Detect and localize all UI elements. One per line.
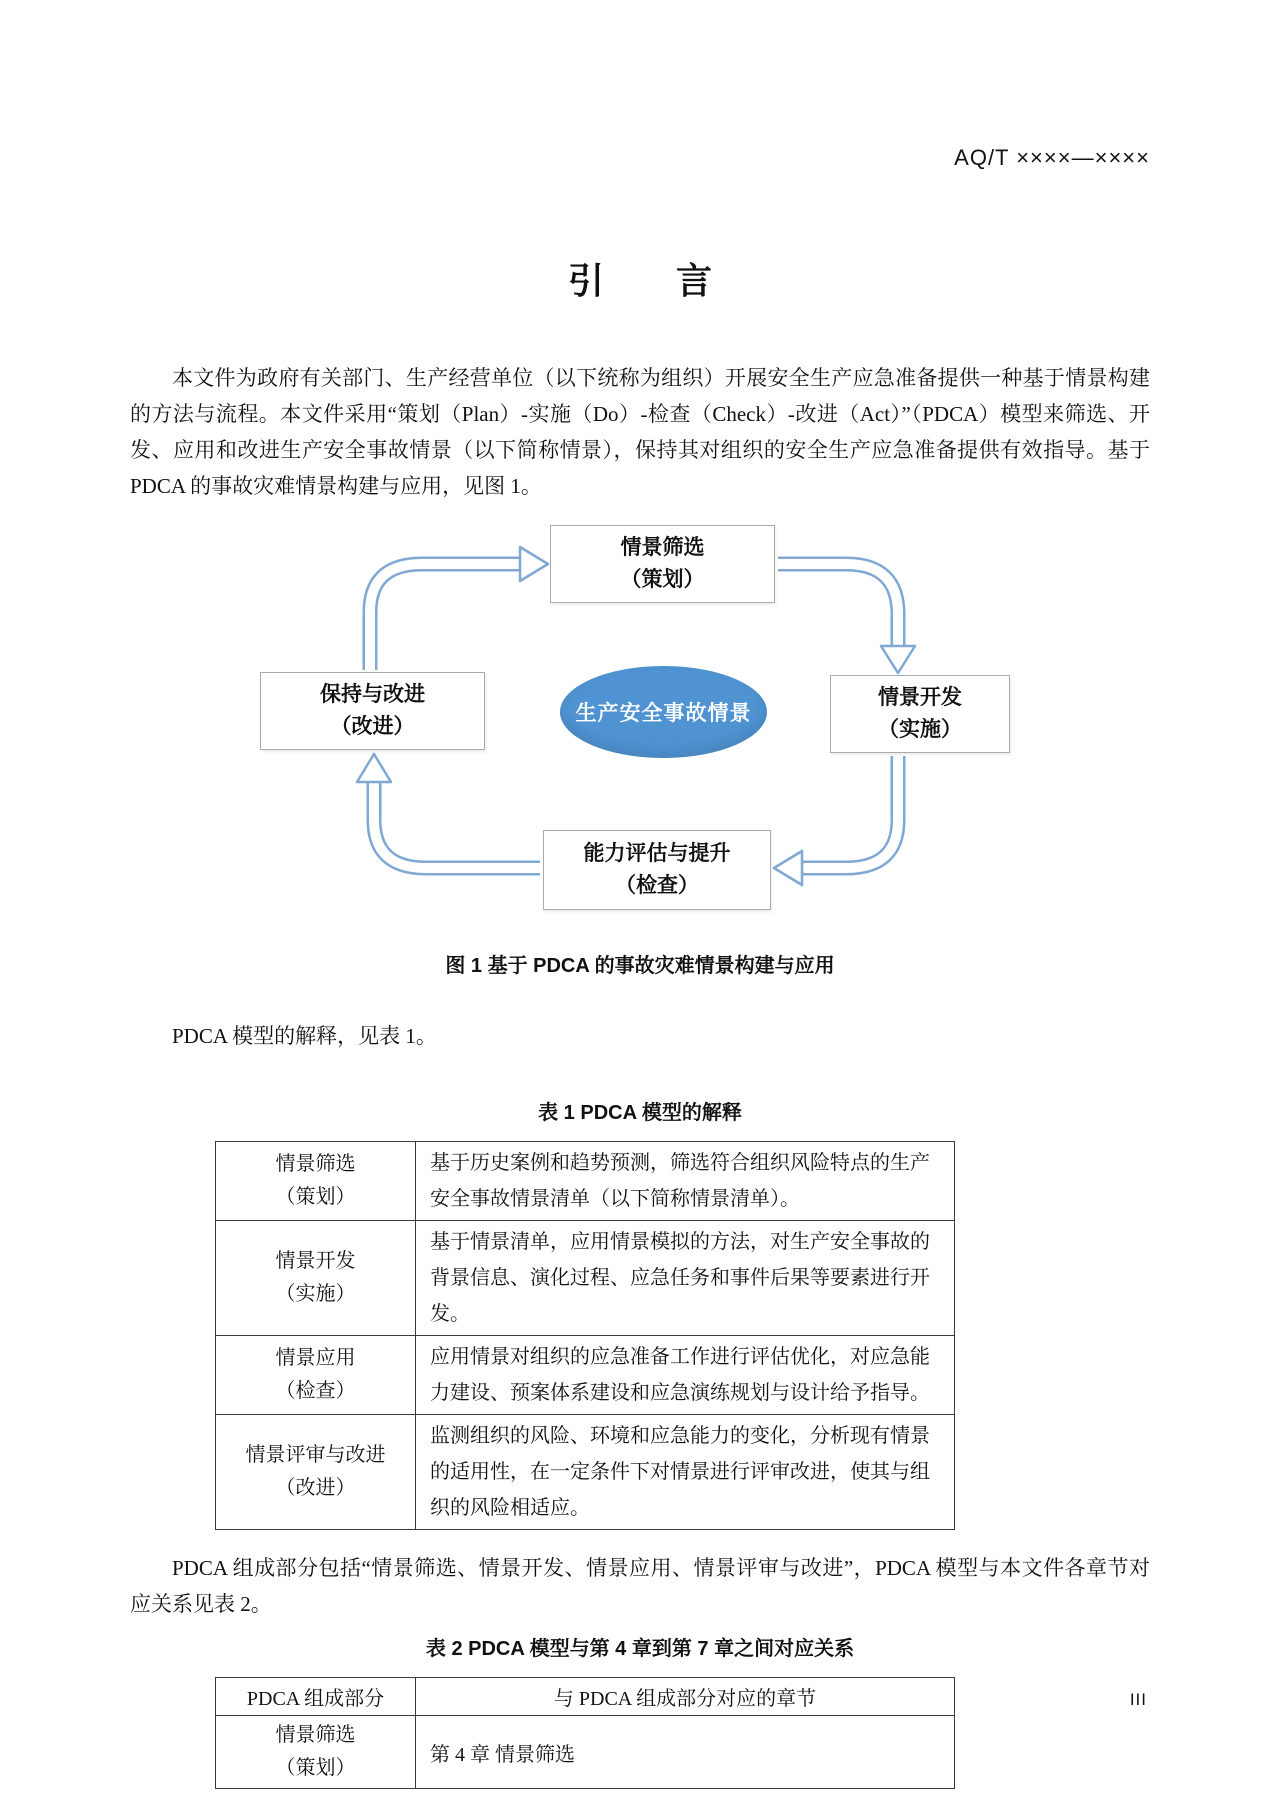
row-sublabel: （改进）: [275, 1477, 356, 1499]
row-label: 情景筛选: [275, 1724, 356, 1746]
row-desc-cell: 应用情景对组织的应急准备工作进行评估优化，对应急能力建设、预案体系建设和应急演练规划与设计给予指导。: [416, 1336, 955, 1415]
row-sublabel: （策划）: [275, 1186, 356, 1208]
table-pdca-chapter-mapping: [215, 1677, 955, 1789]
table-header-row: [216, 1678, 955, 1716]
page-number: III: [1129, 1690, 1147, 1709]
node-sublabel: （策划）: [620, 568, 705, 591]
header-cell-component: PDCA 组成部分: [216, 1678, 416, 1716]
doc-code: AQ/T ××××—××××: [954, 145, 1150, 170]
row-label-cell: [216, 1142, 416, 1221]
table2-intro-paragraph: PDCA 组成部分包括“情景筛选、情景开发、情景应用、情景评审与改进”，PDCA 模型与本文件各章节对应关系见表 2。: [130, 1556, 1150, 1616]
figure-caption: 图 1 基于 PDCA 的事故灾难情景构建与应用: [445, 955, 835, 977]
node-label: 保持与改进: [320, 683, 425, 706]
node-capability-assessment: [543, 830, 771, 910]
table1-title: 表 1 PDCA 模型的解释: [538, 1102, 742, 1124]
row-chapter-cell: 第 4 章 情景筛选: [416, 1716, 955, 1789]
node-sublabel: （实施）: [878, 718, 962, 741]
table-row: [216, 1142, 955, 1221]
row-desc-cell: 基于历史案例和趋势预测，筛选符合组织风险特点的生产安全事故情景清单（以下简称情景清单）。: [416, 1142, 955, 1221]
row-sublabel: （检查）: [275, 1380, 356, 1402]
center-ellipse-accident-scenario: 生产安全事故情景: [560, 666, 767, 758]
node-label: 能力评估与提升: [583, 842, 731, 865]
row-label-cell: [216, 1415, 416, 1530]
row-label: 情景应用: [275, 1347, 356, 1369]
table1-intro-paragraph: PDCA 模型的解释，见表 1。: [172, 1024, 437, 1048]
table-row: [216, 1336, 955, 1415]
row-sublabel: （策划）: [275, 1757, 356, 1779]
table-row: [216, 1415, 955, 1530]
node-sublabel: （检查）: [615, 874, 699, 897]
page-title: 引 言: [567, 260, 712, 301]
row-desc-cell: 基于情景清单，应用情景模拟的方法，对生产安全事故的背景信息、演化过程、应急任务和事件后果等要素进行开发。: [416, 1221, 955, 1336]
row-label: 情景评审与改进: [245, 1444, 386, 1466]
node-label: 情景筛选: [620, 536, 705, 559]
row-label-cell: [216, 1221, 416, 1336]
row-label: 情景开发: [275, 1250, 356, 1272]
node-sublabel: （改进）: [330, 715, 415, 738]
row-label-cell: [216, 1336, 416, 1415]
row-label: 情景筛选: [275, 1153, 356, 1175]
table-row: [216, 1221, 955, 1336]
table2-title: 表 2 PDCA 模型与第 4 章到第 7 章之间对应关系: [425, 1638, 855, 1660]
row-desc-cell: 监测组织的风险、环境和应急能力的变化，分析现有情景的适用性，在一定条件下对情景进行评审改进，使其与组织的风险相适应。: [416, 1415, 955, 1530]
header-cell-chapter: 与 PDCA 组成部分对应的章节: [416, 1678, 955, 1716]
table-row: [216, 1716, 955, 1789]
pdca-cycle-diagram: [130, 520, 1150, 945]
node-scenario-screening: [550, 525, 775, 603]
node-scenario-development: [830, 675, 1010, 753]
intro-paragraph: 本文件为政府有关部门、生产经营单位（以下统称为组织）开展安全生产应急准备提供一种基于情景构建的方法与流程。本文件采用“策划（Plan）-实施（Do）-检查（Check）-改进（Act）”（PDCA）模型来筛选、开发、应用和改进生产安全事故情景（以下简称情景），保持其对组织的安全生产应急准备提供有效指导。基于 PDCA 的事故灾难情景构建与应用，见图 1。: [130, 366, 1150, 498]
row-sublabel: （实施）: [275, 1283, 356, 1305]
node-label: 情景开发: [878, 686, 962, 709]
node-maintain-improve: [260, 672, 485, 750]
row-label-cell: [216, 1716, 416, 1789]
table-pdca-explanation: [215, 1141, 955, 1530]
